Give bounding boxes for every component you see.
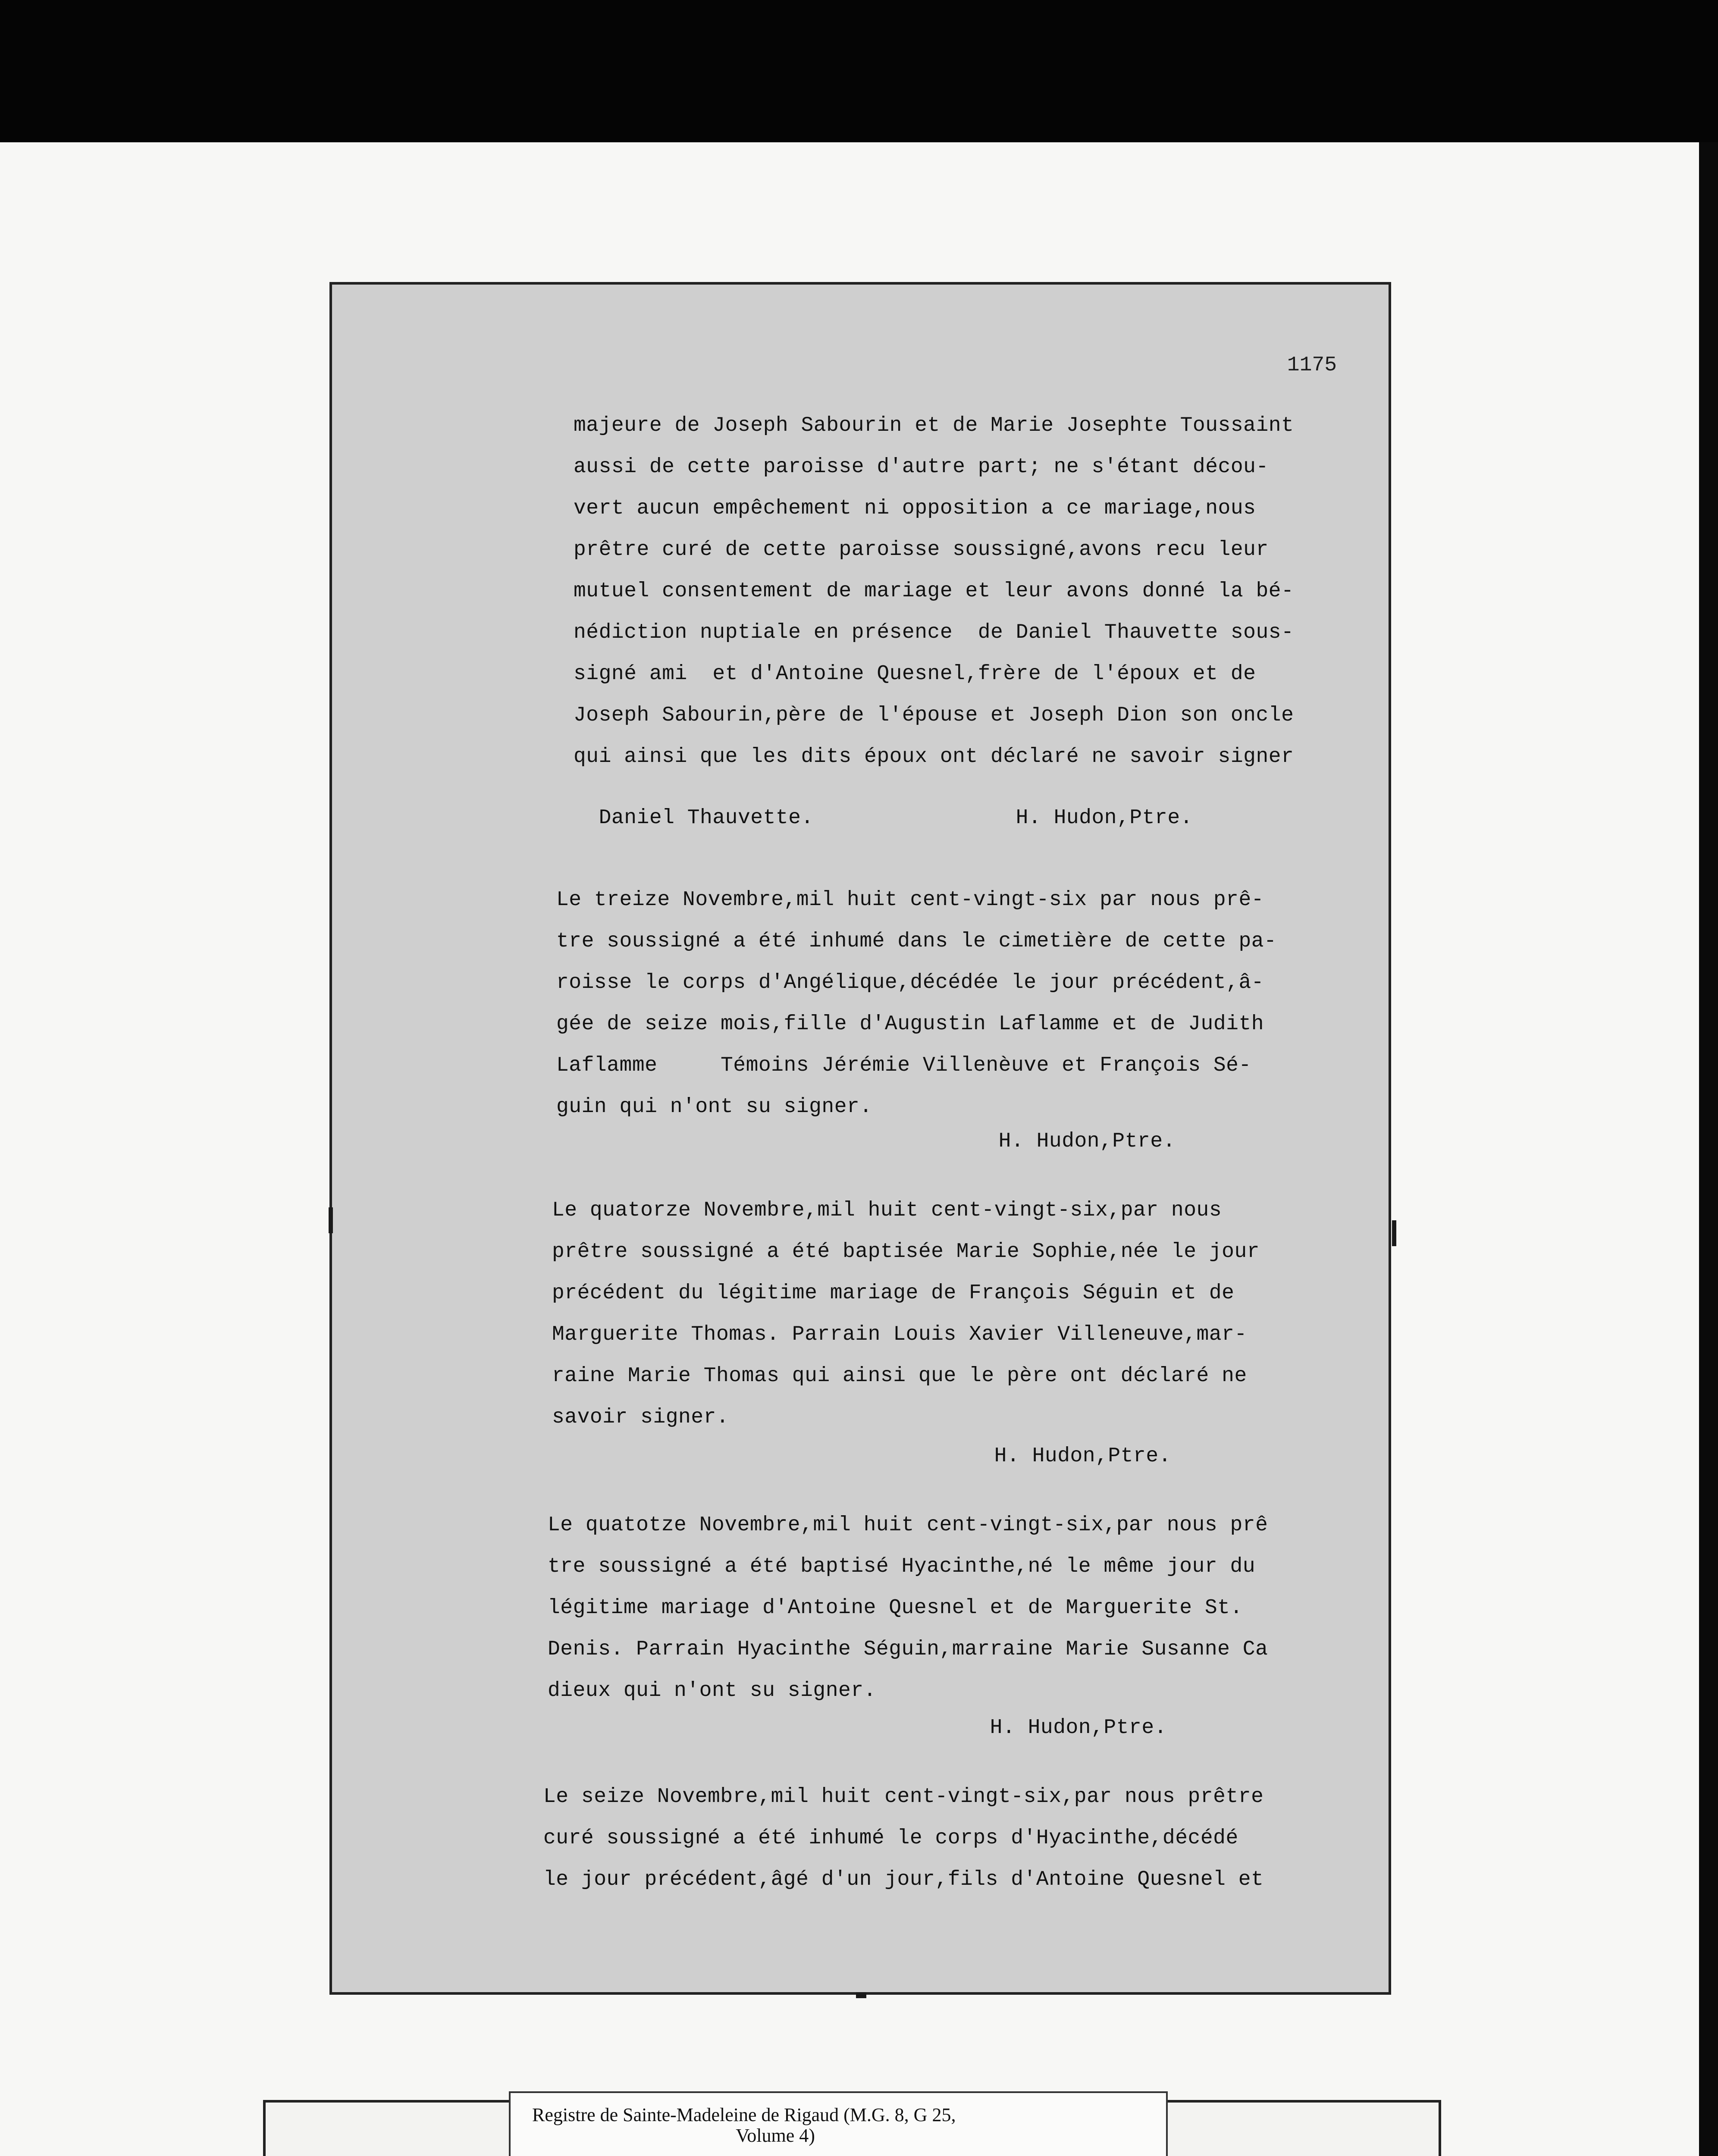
text-line: guin qui n'ont su signer.: [556, 1095, 872, 1119]
text-line: Denis. Parrain Hyacinthe Séguin,marraine Marie Susanne Ca: [548, 1638, 1268, 1661]
register-tag: [509, 2091, 1168, 2156]
text-line: Le treize Novembre,mil huit cent-vingt-six par nous prê-: [556, 888, 1264, 912]
text-line: gée de seize mois,fille d'Augustin Laflamme et de Judith: [556, 1012, 1264, 1036]
text-line: curé soussigné a été inhumé le corps d'Hyacinthe,décédé: [543, 1827, 1238, 1850]
text-line: Le quatotze Novembre,mil huit cent-vingt-six,par nous prê: [548, 1514, 1268, 1537]
text-line: raine Marie Thomas qui ainsi que le père ont déclaré ne: [552, 1364, 1247, 1388]
signature-line: H. Hudon,Ptre.: [556, 1130, 1176, 1153]
binding-mark: [856, 1992, 866, 1998]
text-line: savoir signer.: [552, 1406, 729, 1429]
text-line: Laflamme Témoins Jérémie Villenèuve et François Sé-: [556, 1054, 1251, 1077]
text-line: Joseph Sabourin,père de l'épouse et Joseph Dion son oncle: [574, 704, 1294, 727]
signature-line: H. Hudon,Ptre.: [548, 1716, 1167, 1739]
tag-line-1: Registre de Sainte-Madeleine de Rigaud (M.G. 8, G 25,: [532, 2104, 956, 2125]
text-line: Le seize Novembre,mil huit cent-vingt-six,par nous prêtre: [543, 1785, 1264, 1808]
signature-line: Daniel Thauvette. H. Hudon,Ptre.: [574, 806, 1193, 830]
text-line: prêtre soussigné a été baptisée Marie Sophie,née le jour: [552, 1240, 1260, 1263]
film-border-top: [0, 0, 1718, 142]
text-line: Le quatorze Novembre,mil huit cent-vingt-six,par nous: [552, 1199, 1222, 1222]
binding-mark: [329, 1207, 333, 1233]
text-line: mutuel consentement de mariage et leur avons donné la bé-: [574, 580, 1294, 603]
text-line: roisse le corps d'Angélique,décédée le jour précédent,â-: [556, 971, 1264, 994]
film-border-right: [1699, 142, 1718, 2156]
binding-mark: [1392, 1220, 1396, 1246]
tag-line-2: Volume 4): [532, 2125, 815, 2146]
text-line: nédiction nuptiale en présence de Daniel Thauvette sous-: [574, 621, 1294, 644]
text-line: dieux qui n'ont su signer.: [548, 1679, 876, 1702]
text-line: Marguerite Thomas. Parrain Louis Xavier Villeneuve,mar-: [552, 1323, 1247, 1346]
text-line: le jour précédent,âgé d'un jour,fils d'Antoine Quesnel et: [543, 1868, 1264, 1891]
page-number: 1175: [1287, 354, 1337, 377]
text-line: signé ami et d'Antoine Quesnel,frère de l'époux et de: [574, 662, 1256, 686]
text-line: légitime mariage d'Antoine Quesnel et de Marguerite St.: [548, 1596, 1243, 1620]
text-line: aussi de cette paroisse d'autre part; ne s'étant décou-: [574, 455, 1269, 479]
text-line: vert aucun empêchement ni opposition a ce mariage,nous: [574, 497, 1256, 520]
signature-line: H. Hudon,Ptre.: [552, 1445, 1171, 1468]
text-line: tre soussigné a été inhumé dans le cimetière de cette pa-: [556, 930, 1277, 953]
text-line: majeure de Joseph Sabourin et de Marie Josephte Toussaint: [574, 414, 1294, 437]
text-line: tre soussigné a été baptisé Hyacinthe,né le même jour du: [548, 1555, 1256, 1578]
text-line: précédent du légitime mariage de François Séguin et de: [552, 1282, 1235, 1305]
text-line: qui ainsi que les dits époux ont déclaré ne savoir signer: [574, 745, 1294, 768]
text-line: prêtre curé de cette paroisse soussigné,avons recu leur: [574, 538, 1269, 561]
register-page: [332, 285, 1389, 1992]
